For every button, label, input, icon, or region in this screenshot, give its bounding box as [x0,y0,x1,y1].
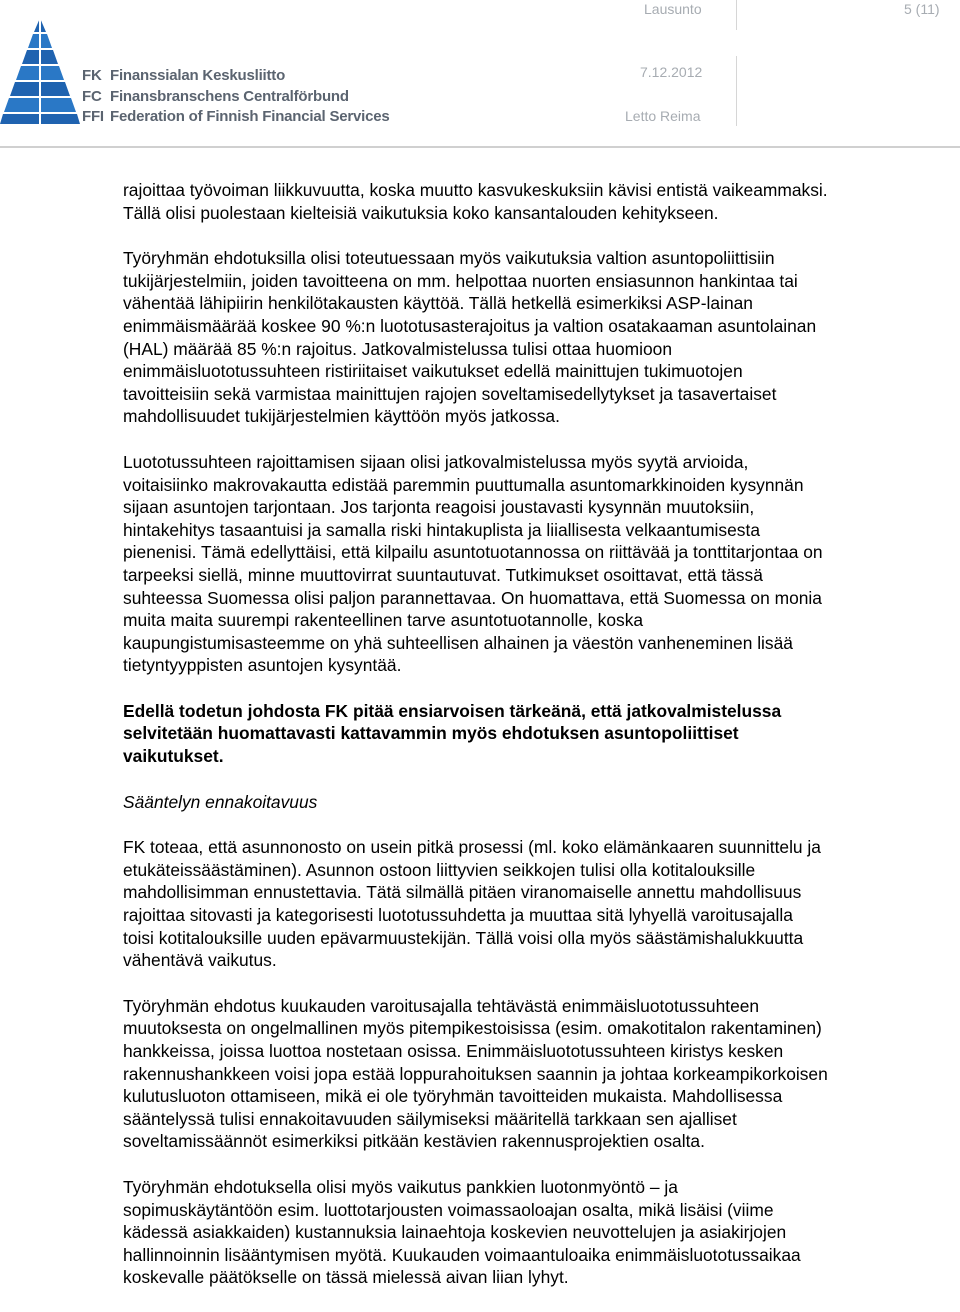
text-line: enimmäisluototussuhteen ristiriitaiset vaikutukset edellä mainittujen tukimuotojen [123,361,743,382]
text-line: mahdollisimman ennustettavia. Tätä silmällä pitäen viranomaiselle annettu mahdollisuus [123,882,802,903]
document-date: 7.12.2012 [640,64,703,80]
text-line: hallinnoinnin lisääntymisen myötä. Kuukauden voimaantuloaika enimmäisluototussaikaa [123,1244,801,1265]
text-line: rakennushankkeen voisi jopa estää loppurahoituksen saannin ja johtaa korkeampikorkoisen [123,1063,828,1084]
page-header [0,0,960,148]
paragraph-predictability [123,836,960,972]
text-line: Luototussuhteen rajoittamisen sijaan olisi jatkovalmistelussa myös syytä arvioida, [123,451,749,472]
header-divider-lower [736,56,737,126]
paragraph-bank-practices [123,1176,960,1289]
header-rule [0,146,960,148]
text-line: hankkeissa, joissa luottoa nostetaan osissa. Enimmäisluototussuhteen kiristys kesken [123,1041,784,1061]
text-line: FK toteaa, että asunnonosto on usein pitkä prosessi (ml. koko elämänkaaren suunnittelu ja [123,837,821,858]
text-line: toisi kotitalouksille uuden epävarmuustekijän. Tällä voisi olla myös säästämishalukkuutta [123,927,804,948]
text-line: Työryhmän ehdotuksella olisi myös vaikutus pankkien luotonmyöntö – ja [123,1176,678,1197]
text-line: tavoitteisiin sekä varmistaa mainittujen rajojen soveltamisedellytykset ja tasavertaiset [123,383,777,404]
document-type: Lausunto [644,1,702,17]
text-line: (HAL) määrää 85 %:n rajoitus. Jatkovalmistelussa tulisi ottaa huomioon [123,338,673,359]
text-line: pienenisi. Tämä edellyttäisi, että kilpailu asuntotuotannossa on riittävää ja tonttitarjontaa on [123,542,823,563]
section-subheading: Sääntelyn ennakoitavuus [123,791,318,812]
text-line: vähentävä vaikutus. [123,950,277,971]
text-line: enimmäismäärää koskee 90 %:n luototusasterajoitus ja valtion osatakaaman asuntolainan [123,315,817,336]
text-line: vähentää lähipiirin henkilötakausten käyttöä. Tällä hetkellä esimerkiksi ASP-lainan [123,293,753,314]
text-line: tietyntyyppisten asuntojen kysyntää. [123,655,402,676]
ffi-logo [0,18,400,133]
text-line: rajoittaa sitovasti ja kategorisesti luototussuhdetta ja muuttaa sitä lyhyellä varoitusajalla [123,905,793,926]
paragraph-labour-mobility [123,179,960,224]
text-line: suhteessa Suomessa olisi paljon parannettavaa. On huomattava, että Suomessa on monia [123,587,822,608]
text-line: kaupungistumisasteemme on yhä suhteellisen alhainen ja väestön vanheneminen lisää [123,632,793,653]
logo-line-ffi: FFI Federation of Finnish Financial Services [82,108,390,125]
paragraph-housing-policy [123,247,960,428]
text-line: mahdollisuudet tukijärjestelmien käyttöön myös jatkossa. [123,406,560,427]
text-line: tarpeeksi siellä, minne muuttovirrat suuntautuvat. Tutkimukset osoittavat, että tässä [123,564,763,585]
logo-mark-icon [0,18,80,133]
text-line: Työryhmän ehdotuksilla olisi toteutuessaan myös vaikutuksia valtion asuntopoliittisiin [123,248,775,269]
text-line: vaikutukset. [123,746,224,767]
text-line: rajoittaa työvoiman liikkuvuutta, koska muutto kasvukeskuksiin kävisi entistä vaikeammaksi. [123,180,828,200]
paragraph-notice-period [123,995,960,1153]
logo-line-fc: FC Finansbranschens Centralförbund [82,88,349,105]
text-line: muita maita suurempi rakenteellinen tarve asuntotuotannolle, koska [123,610,644,631]
text-line: Työryhmän ehdotus kuukauden varoitusajalla tehtävästä enimmäisluototussuhteen [123,995,760,1016]
document-body [123,179,960,1312]
text-line: muutoksesta on ongelmallinen myös pitempikestoisissa (esim. omakotitalon rakentaminen) [123,1018,822,1039]
text-line: tukijärjestelmiin, joiden tavoitteena on mm. helpottaa nuorten ensiasunnon hankintaa tai [123,270,798,291]
logo-line-fk: FK Finanssialan Keskusliitto [82,67,286,84]
text-line: Edellä todetun johdosta FK pitää ensiarvoisen tärkeänä, että jatkovalmistelussa [123,700,782,721]
paragraph-supply [123,451,960,677]
text-line: kädessä asiakkaiden) kustannuksia lainaehtoja koskevien neuvottelujen ja asiakirjojen [123,1222,787,1243]
page-number: 5 (11) [904,1,940,17]
text-line: selvitetään huomattavasti kattavammin myös ehdotuksen asuntopoliittiset [123,723,739,744]
text-line: koskevalle päätökselle on tässä mielessä aivan liian lyhyt. [123,1267,569,1288]
text-line: etukäteissäästäminen). Asunnon ostoon liittyvien seikkojen tulisi olla kotitalouksille [123,859,756,880]
text-line: kulutusluoton ottamiseen, mikä ei ole työryhmän tavoitteiden mukaista. Mahdollisessa [123,1086,783,1107]
paragraph-conclusion [123,700,960,768]
text-line: sääntelyssä tulisi ennakoitavuuden säilymiseksi määritellä tarkkaan sen ajalliset [123,1108,737,1129]
text-line: sijaan asuntojen tarjontaan. Jos tarjonta reagoisi joustavasti kysynnän muutoksiin, [123,497,755,518]
header-divider [736,0,737,30]
document-author: Letto Reima [625,108,701,124]
text-line: voitaisiinko makrovakautta edistää paremmin puuttumalla asuntomarkkinoiden kysynnän [123,474,804,495]
text-line: sopimuskäytäntöön esim. luottotarjousten voimassaoloajan osalta, mikä lisäisi (viime [123,1199,774,1220]
text-line: hintakehitys tasaantuisi ja samalla riski hintakuplista ja liiallisesta velkaantumisesta [123,519,760,540]
text-line: Tällä olisi puolestaan kielteisiä vaikutuksia koko kansantalouden kehitykseen. [123,202,719,223]
text-line: soveltamissäännöt esimerkiksi pitkään kestävien rakennusprojektien osalta. [123,1131,705,1152]
